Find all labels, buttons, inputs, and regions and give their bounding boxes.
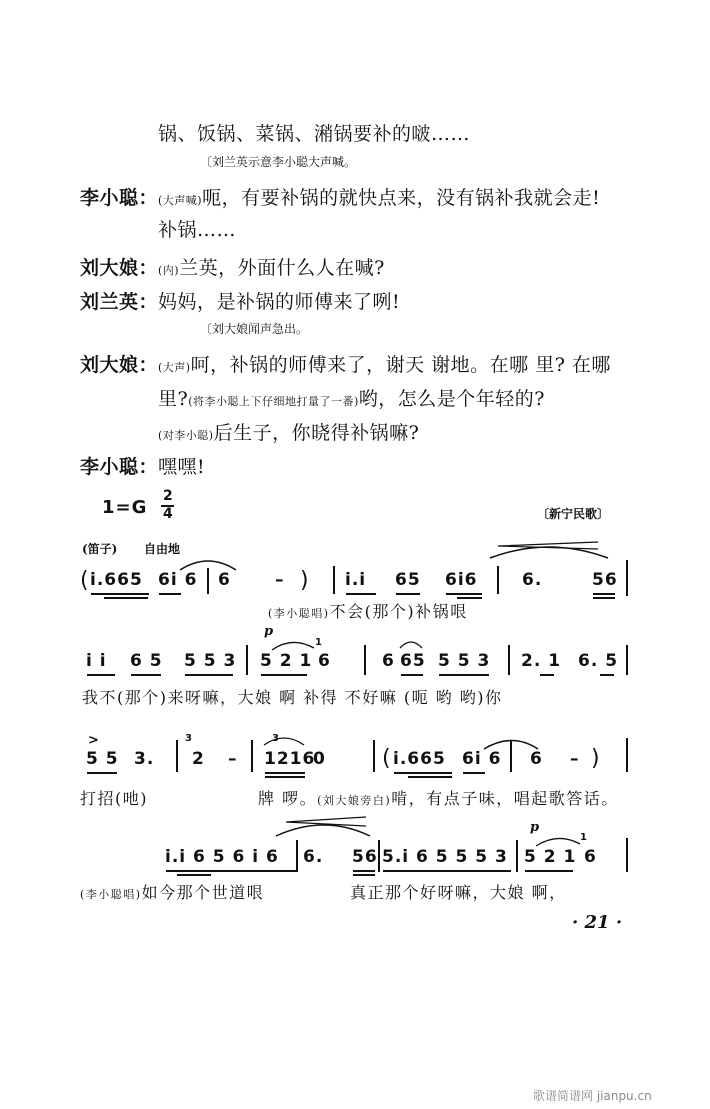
accent-mark: > [88,733,100,748]
speaker-name: 李小聪： [80,456,159,478]
note-group: i i [86,651,107,671]
lyric-line [268,599,468,622]
slur [262,733,308,747]
tempo-marking: 自由地 [144,542,181,556]
underline [261,674,307,676]
underline [383,870,511,872]
bar-line [364,645,366,675]
time-signature-bottom: 4 [163,506,174,522]
stage-direction-2: 〔刘大娘闻声急出。 [200,322,309,336]
note-group: 6i 6 [158,570,198,590]
note-group: 56 [352,847,378,867]
key-signature: 1=G [102,497,148,518]
dialogue-line-7 [158,384,545,411]
note-group: 3. [134,749,155,769]
note-group: 6 [218,570,231,590]
line-text: 里? [158,388,189,410]
bar-line [251,740,253,772]
stage-note: (内) [158,264,180,277]
dialogue-line-2 [80,183,600,210]
bar-line [207,568,209,594]
dynamic-piano: p [530,820,540,835]
open-paren: ( [382,746,392,771]
underline [87,772,117,774]
grace-note: 3 [272,733,280,744]
slur [270,638,320,652]
note-group: 6. 5 [578,651,619,671]
underline [265,776,305,778]
note-group: 6 [530,749,543,769]
dash: – [570,749,580,769]
underline [91,593,149,595]
speaker-name: 刘大娘： [80,354,159,376]
lyric-text: 如今那个世道哏 [141,883,265,902]
underline [593,593,615,595]
lyric-text: 牌 啰。 [258,789,318,808]
bar-line [176,740,178,772]
line-text: 嘿嘿! [158,456,206,478]
dynamic-piano: p [264,624,274,639]
bar-line [626,645,628,675]
crescendo-slur [488,538,613,566]
underline [185,674,233,676]
singer-note: (刘大娘旁白) [317,794,392,807]
underline [166,870,296,872]
note-group: 6i6 [445,570,478,590]
note-group: 5 5 3 [438,651,491,671]
underline [131,674,161,676]
note-group: i.i [345,570,367,590]
note-group: 5.i 6 5 5 5 3 [382,847,508,867]
slur [398,638,426,650]
bar-line [296,840,298,872]
line-text: 后生子，你晓得补锅嘛? [213,422,420,444]
song-source: 〔新宁民歌〕 [537,507,610,521]
note-group: 2. 1 [521,651,562,671]
dialogue-line-1: 锅、饭锅、菜锅、潲锅要补的啵…… [158,123,471,145]
underline [87,674,115,676]
bar-line [246,645,248,675]
line-text: 妈妈，是补锅的师傅来了咧! [158,291,401,313]
bar-line [497,566,499,594]
speaker-name: 刘兰英： [80,291,159,313]
bar-line [516,840,518,872]
bar-line [626,738,628,772]
line-text: 呵，补锅的师傅来了，谢天 谢地。在哪 里? 在哪 [190,354,611,376]
bar-line [508,645,510,675]
lyric-line: 我不(那个)来呀嘛，大娘 啊 补得 不好嘛 (呃 哟 哟)你 [82,688,503,707]
crescendo-slur [274,812,374,840]
note-group: 6 [318,651,331,671]
underline [353,874,375,876]
open-paren: ( [80,568,90,593]
line-text: 呃，有要补锅的就快点来，没有锅补我就会走! [202,187,601,209]
underline [353,870,375,872]
dialogue-line-9 [80,452,205,479]
instrument-label: (笛子) [82,542,118,556]
note-group: 2 [192,749,205,769]
grace-note: 1 [315,637,323,648]
singer-note: (李小聪唱) [80,888,142,901]
speaker-name: 刘大娘： [80,257,159,279]
bar-line [373,740,375,772]
dash: – [275,570,285,590]
note-group: 65 [395,570,421,590]
lyric-segment: 真正那个好呀嘛，大娘 啊， [350,883,567,902]
note-group: 5 5 3 [184,651,237,671]
underline [177,874,211,876]
note-group: 5 2 1 [524,847,577,867]
page-number: · 21 · [572,912,623,933]
underline [525,870,573,872]
grace-note: 3 [185,733,193,744]
bar-line [626,838,628,872]
bar-line [333,566,335,594]
note-group: 56 [592,570,618,590]
note-group: 5 5 [86,749,119,769]
underline [446,593,482,595]
note-group: i.i 6 5 6 i 6 [165,847,279,867]
note-group: 0 [313,749,326,769]
lyric-line [258,786,619,809]
line-text: 兰英，外面什么人在喊? [179,257,385,279]
grace-note: 1 [580,832,588,843]
lyric-line [80,880,264,903]
dash: – [228,749,238,769]
underline [540,674,554,676]
dialogue-line-6 [80,350,611,377]
note-group: 6 [382,651,395,671]
underline [346,593,376,595]
watermark: 歌谱简谱网 jianpu.cn [533,1089,652,1103]
underline [104,597,148,599]
singer-note: (李小聪唱) [268,607,330,620]
underline [408,776,452,778]
bar-line [510,740,512,772]
note-group: 6 [584,847,597,867]
dialogue-line-4 [80,253,385,280]
note-group: 65 [400,651,426,671]
lyric-text: 啃，有点子味，唱起歌答话。 [391,789,619,808]
close-paren: ) [591,746,601,771]
underline [159,593,181,595]
stage-note: (大声) [158,361,191,374]
bar-line [626,560,628,596]
underline [401,674,423,676]
dialogue-line-8 [158,418,419,445]
underline [600,674,614,676]
note-group: 5 2 1 [260,651,313,671]
stage-note: (大声喊) [158,194,203,207]
note-group: 1216 [264,749,316,769]
underline [265,772,305,774]
stage-note: (对李小聪) [158,429,214,442]
underline [396,593,420,595]
stage-note: (将李小聪上下仔细地打量了一番) [188,395,359,408]
dialogue-line-5 [80,287,400,314]
slur [534,834,586,848]
note-group: 6. [303,847,324,867]
underline [593,597,615,599]
lyric-text: 不会(那个)补锅哏 [329,602,468,621]
time-signature-top: 2 [163,488,174,504]
note-group: i.665 [90,570,143,590]
speaker-name: 李小聪： [80,187,159,209]
note-group: 6. [522,570,543,590]
bar-line [378,840,380,872]
note-group: 6 5 [130,651,163,671]
note-group: i.665 [393,749,446,769]
underline [463,772,485,774]
stage-direction-1: 〔刘兰英示意李小聪大声喊。 [200,155,357,169]
underline [394,772,452,774]
underline [439,674,489,676]
close-paren: ) [300,568,310,593]
dialogue-line-3: 补锅…… [158,219,237,241]
lyric-segment: 打招(吔) [80,789,148,808]
note-group: 6i 6 [462,749,502,769]
line-text: 哟，怎么是个年轻的? [358,388,545,410]
